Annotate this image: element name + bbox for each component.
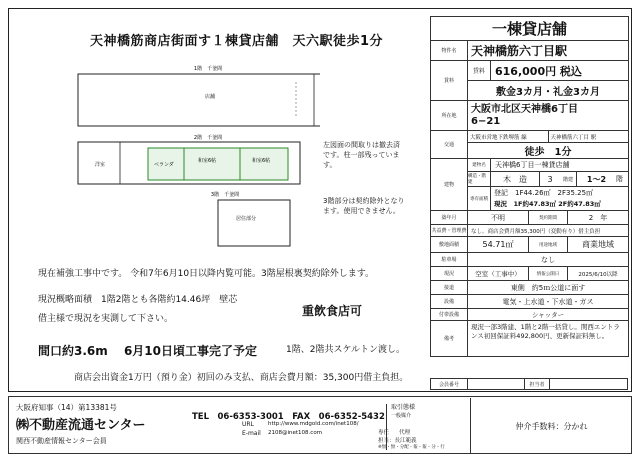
floor1-label: 1階 千釜間 xyxy=(193,66,223,72)
body-line-3: 借主様で現況を実測して下さい。 xyxy=(38,314,174,324)
zone-label: 用途地域 xyxy=(529,237,568,252)
trade-note: 担当：長江範義 xyxy=(378,438,417,444)
license-number: 大阪府知事（14）第13381号 xyxy=(16,403,117,412)
member-label: 会員番号 xyxy=(431,379,468,389)
status-value: 空室（工事中） xyxy=(468,267,529,280)
remarks-label: 備考 xyxy=(431,321,468,356)
trade-note-2: ※無・無・分配・報・報・分・行 xyxy=(378,445,445,450)
area-registered: 登記 1F44.26㎡ 2F35.25㎡ xyxy=(494,188,594,197)
note-layout: 左図面の間取りは撤去済です。柱一部残っています。 xyxy=(323,141,400,169)
floor2-room-label-2: 和室6帖 xyxy=(198,158,217,164)
structure-value: 木 造 xyxy=(491,172,540,186)
parking-value: なし xyxy=(468,253,629,266)
email-link[interactable]: 2108@inet108.com xyxy=(268,430,323,436)
zone-value: 商業地域 xyxy=(568,237,629,252)
floorplan-drawing xyxy=(60,60,320,250)
deposit-value: 敷金3カ月・礼金3カ月 xyxy=(468,81,629,100)
floor1-room xyxy=(78,74,314,126)
commission-text: 仲介手数料：分かれ xyxy=(515,421,588,431)
area-current: 現況 1F約47.83㎡ 2F約47.83㎡ xyxy=(494,199,601,208)
road-value: 東側 約5ｍ公道に面す xyxy=(468,281,629,294)
floor2-room-label-0: 洋室 xyxy=(95,162,106,168)
fee-text: 商店会出資金1万円（預り金）初回のみ支払、商店会費月額：35,300円借主負担。 xyxy=(74,373,409,383)
trade-mode-title: 取引態様 xyxy=(391,404,416,411)
area-label: 専有面積 xyxy=(468,187,491,210)
address-line-2: 6−21 xyxy=(471,115,501,127)
trade-options-row xyxy=(378,428,410,436)
structure-label: 構造・階建 xyxy=(468,172,491,186)
facilities-label: 付帯設備 xyxy=(431,309,468,320)
website-link[interactable]: http://www.mdgold.com/inet108/ xyxy=(268,421,359,427)
building-name-label: 建物名 xyxy=(468,159,491,171)
floor1-outline xyxy=(78,74,320,126)
frontage-text: 間口約3.6m 6月10日頃工事完了予定 xyxy=(38,344,257,358)
status-label: 現況 xyxy=(431,267,468,280)
company-name: ㈱不動産流通センター xyxy=(16,418,146,433)
use-floor-unit: 階 xyxy=(616,175,623,183)
date-value: 2025/6/10以降 xyxy=(568,267,629,280)
floor2-room-b xyxy=(184,148,240,180)
road-label: 接道 xyxy=(431,281,468,294)
note-third-floor: 3階部分は契約除外となります。使用できません。 xyxy=(323,197,405,215)
building-name: 天神橋6丁目一棟貸店舗 xyxy=(495,161,570,169)
use-floor: 1〜2 xyxy=(586,174,607,184)
property-name: 天神橋筋六丁目駅 xyxy=(468,41,629,60)
restaurant-ok: 重飲食店可 xyxy=(302,304,363,318)
common-fee-label: 共益費・管理費 xyxy=(431,225,468,236)
address-label: 所在地 xyxy=(431,101,468,130)
facilities-value: シャッター xyxy=(468,309,629,320)
floor2-label: 2階 千釜間 xyxy=(193,135,223,141)
line-name: 大阪市営地下鉄堺筋 線 xyxy=(468,131,549,142)
rent-sub-label: 賃料 xyxy=(468,61,491,80)
floor1-room-label: 店舗 xyxy=(205,94,216,100)
contract-value: 2 年 xyxy=(568,211,629,224)
member-value xyxy=(468,379,525,389)
member-row xyxy=(430,378,628,390)
floor2-room-label-3: 和室6帖 xyxy=(252,158,271,164)
common-fee-value: なし。商店会費月額35,300円（変動有り）借主負担 xyxy=(468,225,629,236)
floor2-room-label-1: ベランダ xyxy=(154,162,174,168)
land-label: 敷地面積 xyxy=(431,237,468,252)
floor2-room-c xyxy=(240,148,288,180)
floor3-label: 3階 千釜間 xyxy=(210,192,240,198)
trade-option-0: 一般媒介 xyxy=(391,413,412,419)
property-type: 一棟貸店舗 xyxy=(431,17,629,40)
email-label: E-mail xyxy=(242,430,261,437)
info-table xyxy=(430,16,629,357)
tel-fax: TEL 06-6353-3001 FAX 06-6352-5432 xyxy=(192,412,385,422)
walk-time: 徒歩 1分 xyxy=(524,147,572,158)
staff-label: 担当者 xyxy=(525,379,550,389)
rent-label: 賃料 xyxy=(431,61,468,100)
body-line-1: 現在補強工事中です。 令和7年6月10日以降内覧可能。3階屋根裏契約除外します。 xyxy=(38,269,375,279)
trade-option-1: 専任 xyxy=(378,430,390,436)
body-line-2: 現況概略面積 1階2階とも各階約14.46坪 壁芯 xyxy=(38,295,238,305)
utilities-value: 電気・上水道・下水道・ガス xyxy=(468,295,629,308)
built-value: 不明 xyxy=(468,211,529,224)
remarks-value: 現況一部3階建、1階と2階一括貸し。関西エントランス初回保証料492,800円、更新保証料無し。 xyxy=(468,321,629,356)
url-label: URL xyxy=(242,421,254,428)
staff-value xyxy=(550,379,627,389)
association: 関西不動産情報センター会員 xyxy=(16,437,107,445)
utilities-label: 設備 xyxy=(431,295,468,308)
traffic-label: 交通 xyxy=(431,131,468,158)
skeleton-text: 1階、2階共スケルトン渡し。 xyxy=(286,345,406,355)
address-line-1: 大阪市北区天神橋6丁目 xyxy=(471,103,578,115)
floor3-outline xyxy=(218,200,290,246)
date-label: 情報公開日 xyxy=(529,267,568,280)
floors-count: 3 xyxy=(547,174,553,184)
contract-label: 契約期間 xyxy=(529,211,568,224)
parking-label: 駐車場 xyxy=(431,253,468,266)
building-label: 建物 xyxy=(431,159,468,210)
floors-unit: 階建 xyxy=(560,172,577,186)
land-value: 54.71㎡ xyxy=(468,237,529,252)
trade-option-2: 代理 xyxy=(399,430,411,436)
station-name: 天神橋筋六丁目 駅 xyxy=(550,134,597,141)
commission-box xyxy=(470,398,632,454)
floor3-room-label: 居住部分 xyxy=(236,216,257,222)
built-label: 築年月 xyxy=(431,211,468,224)
rent-value: 616,000円 税込 xyxy=(495,64,582,78)
name-label: 物件名 xyxy=(431,41,468,60)
page-title: 天神橋筋商店街面す１棟貸店舗 天六駅徒歩1分 xyxy=(90,34,384,49)
